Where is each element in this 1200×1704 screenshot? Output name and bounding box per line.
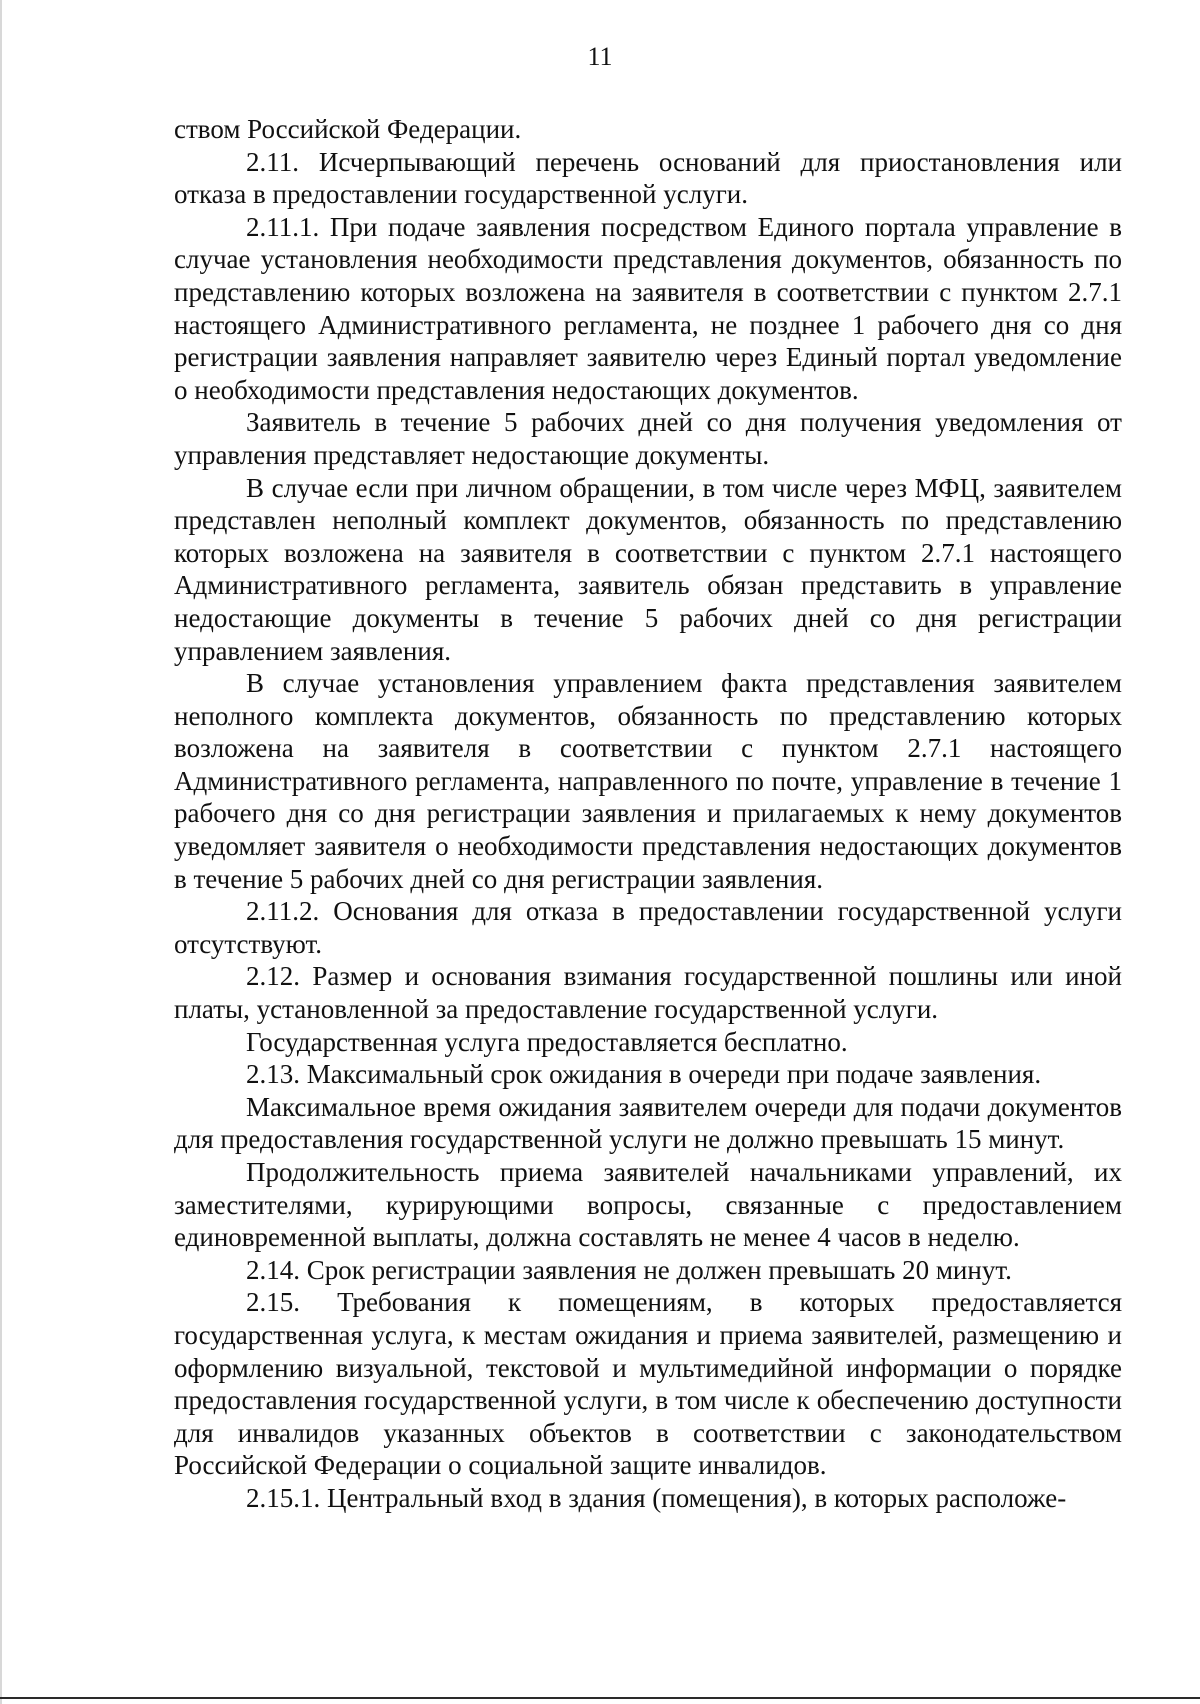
page-number: 11 xyxy=(587,42,613,71)
document-body xyxy=(174,113,1122,1515)
paragraph: 2.11.2. Основания для отказа в предоставлении государственной услуги отсутствуют. xyxy=(174,896,1122,959)
paragraph: 2.11.1. При подаче заявления посредством Единого портала управление в случае установления необходимости представления документов, обязанность по представлению которых возложена на заявителя в соответствии с пунктом 2.7.1 настоящего Административного регламента, не позднее 1 рабочего дня со дня регистрации заявления направляет заявителю через Единый портал уведомление о необходимости представления недостающих документов. xyxy=(174,211,1122,405)
paragraph: В случае если при личном обращении, в том числе через МФЦ, заявителем представлен неполный комплект документов, обязанность по представлению которых возложена на заявителя в соответствии с пунктом 2.7.1 настоящего Административного регламента, заявитель обязан представить в управление недостающие документы в течение 5 рабочих дней со дня регистрации управлением заявления. xyxy=(174,472,1122,666)
paragraph: Государственная услуга предоставляется бесплатно. xyxy=(246,1026,848,1057)
paragraph: В случае установления управлением факта представления заявителем неполного комплекта документов, обязанность по представлению которых возложена на заявителя в соответствии с пунктом 2.7.1 настоящего Административного регламента, направленного по почте, управление в течение 1 рабочего дня со дня регистрации заявления и прилагаемых к нему документов уведомляет заявителя о необходимости представления недостающих документов в течение 5 рабочих дней со дня регистрации заявления. xyxy=(174,668,1122,894)
paragraph: ством Российской Федерации. xyxy=(174,114,522,144)
scan-edge-left xyxy=(0,0,2,1704)
paragraph: Продолжительность приема заявителей начальниками управлений, их заместителями, курирующими вопросы, связанные с предоставлением единовременной выплаты, должна составлять не менее 4 часов в неделю. xyxy=(174,1157,1122,1253)
paragraph: 2.11. Исчерпывающий перечень оснований для приостановления или отказа в предоставлении государственной услуги. xyxy=(174,146,1122,210)
scan-edge-bottom xyxy=(0,1697,1200,1699)
paragraph: 2.15.1. Центральный вход в здания (помещения), в которых расположе- xyxy=(246,1482,1067,1513)
paragraph: 2.13. Максимальный срок ожидания в очереди при подаче заявления. xyxy=(246,1059,1042,1090)
paragraph: 2.12. Размер и основания взимания государственной пошлины или иной платы, установленной за предоставление государственной услуги. xyxy=(174,961,1122,1025)
paragraph: 2.15. Требования к помещениям, в которых предоставляется государственная услуга, к местам ожидания и приема заявителей, размещению и оформлению визуальной, текстовой и мультимедийной информации о порядке предоставления государственной услуги, в том числе к обеспечению доступности для инвалидов указанных объектов в соответствии с законодательством Российской Федерации о социальной защите инвалидов. xyxy=(174,1287,1122,1481)
paragraph: 2.14. Срок регистрации заявления не должен превышать 20 минут. xyxy=(246,1254,1012,1285)
paragraph: Заявитель в течение 5 рабочих дней со дня получения уведомления от управления представляет недостающие документы. xyxy=(174,407,1122,470)
paragraph: Максимальное время ожидания заявителем очереди для подачи документов для предоставления государственной услуги не должно превышать 15 минут. xyxy=(174,1091,1122,1155)
